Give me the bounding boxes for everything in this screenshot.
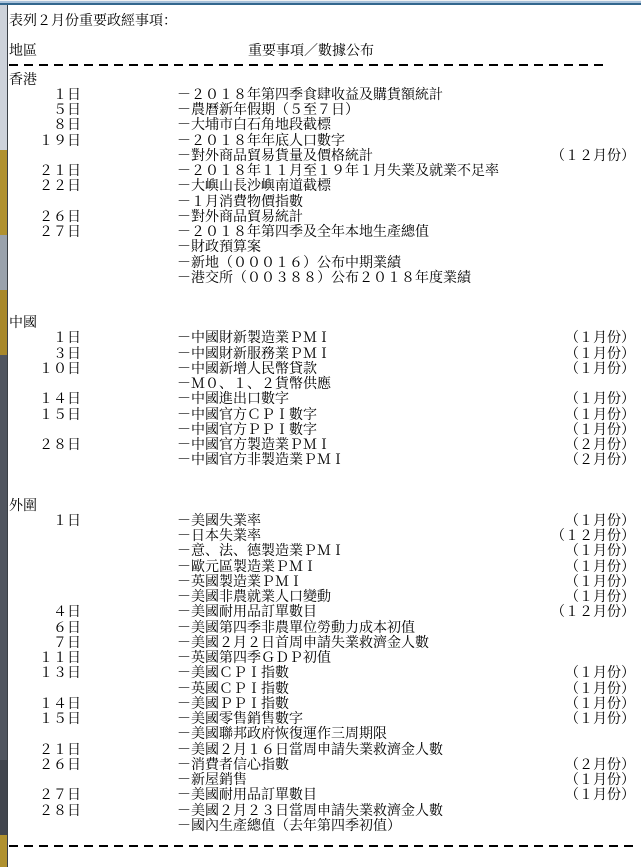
event-row xyxy=(9,256,635,271)
event-text: －１月消費物價指數 xyxy=(177,194,303,210)
section-rows xyxy=(9,331,635,468)
section-name: 中國 xyxy=(9,316,37,331)
event-row xyxy=(9,179,635,194)
event-date xyxy=(9,149,81,164)
event-date xyxy=(9,590,81,605)
event-text: －日本失業率 xyxy=(177,529,261,544)
event-text: －英國ＣＰＩ指數 xyxy=(177,681,289,697)
event-date: ２１日 xyxy=(39,164,81,179)
event-date: １４日 xyxy=(39,696,81,712)
event-row xyxy=(9,575,635,590)
event-period-tag: （２月份） xyxy=(565,757,635,773)
event-period-tag: （１月份） xyxy=(565,788,635,804)
page-title: 表列２月份重要政經事項： xyxy=(9,14,177,29)
event-period-tag: （２月份） xyxy=(565,438,635,453)
column-header-events: 重要事項／數據公布 xyxy=(248,44,374,60)
event-text: －中國官方製造業ＰＭＩ xyxy=(177,438,331,453)
event-text: －對外商品貿易貨量及價格統計 xyxy=(177,148,373,164)
event-date: ８日 xyxy=(53,118,81,134)
event-date: ２１日 xyxy=(39,742,81,758)
event-text: －中國官方ＣＰＩ數字 xyxy=(177,407,317,423)
event-date xyxy=(9,727,81,742)
event-date: １３日 xyxy=(39,666,81,682)
event-text: －中國官方ＰＰＩ數字 xyxy=(177,422,317,438)
event-period-tag: （１月份） xyxy=(565,696,635,712)
event-date xyxy=(9,682,81,697)
event-text: －英國製造業ＰＭＩ xyxy=(177,574,303,590)
event-row xyxy=(9,377,635,392)
event-row xyxy=(9,605,635,620)
event-text: －美國ＰＰＩ指數 xyxy=(177,696,289,712)
event-text: －美國非農就業人口變動 xyxy=(177,590,331,605)
event-text: －新地（０００１６）公布中期業績 xyxy=(177,255,401,271)
event-period-tag: （１月份） xyxy=(565,331,635,347)
event-period-tag: （１月份） xyxy=(565,773,635,788)
event-date xyxy=(9,271,81,286)
event-row xyxy=(9,743,635,758)
event-date xyxy=(9,529,81,544)
event-row xyxy=(9,621,635,636)
column-header-region: 地區 xyxy=(9,44,37,60)
event-row xyxy=(9,544,635,559)
region-section xyxy=(9,73,635,287)
event-text: －農曆新年假期（５至７日） xyxy=(177,103,359,118)
event-row xyxy=(9,529,635,544)
event-period-tag: （１２月份） xyxy=(551,605,635,621)
event-date: ２６日 xyxy=(39,757,81,773)
event-text: －美國耐用品訂單數目 xyxy=(177,788,317,804)
event-period-tag: （１２月份） xyxy=(551,529,635,544)
event-text: －消費者信心指數 xyxy=(177,757,289,773)
event-row xyxy=(9,651,635,666)
event-text: －中國進出口數字 xyxy=(177,392,289,408)
event-date: １５日 xyxy=(39,712,81,727)
event-row xyxy=(9,666,635,681)
event-date xyxy=(9,560,81,575)
event-date: ７日 xyxy=(53,635,81,651)
event-text: －英國第四季ＧＤＰ初值 xyxy=(177,651,331,666)
event-row xyxy=(9,118,635,133)
event-period-tag: （１月份） xyxy=(565,574,635,590)
event-row xyxy=(9,103,635,118)
section-rows xyxy=(9,514,635,834)
event-text: －中國官方非製造業ＰＭＩ xyxy=(177,453,345,469)
section-rows xyxy=(9,88,635,286)
event-date xyxy=(9,453,81,468)
section-name: 香港 xyxy=(9,72,37,88)
event-date xyxy=(9,575,81,590)
event-text: －港交所（００３８８）公布２０１８年度業績 xyxy=(177,270,471,286)
event-text: －中國財新製造業ＰＭＩ xyxy=(177,331,331,347)
event-period-tag: （１月份） xyxy=(565,513,635,529)
event-text: －對外商品貿易統計 xyxy=(177,209,303,225)
event-date: １日 xyxy=(53,87,81,103)
event-row xyxy=(9,149,635,164)
event-row xyxy=(9,727,635,742)
event-text: －美國２月１６日當周申請失業救濟金人數 xyxy=(177,742,443,758)
event-period-tag: （１月份） xyxy=(565,346,635,362)
event-text: －歐元區製造業ＰＭＩ xyxy=(177,559,317,575)
event-text: －２０１８年第四季食肆收益及購貨額統計 xyxy=(177,87,443,103)
event-text: －財政預算案 xyxy=(177,240,261,256)
event-row xyxy=(9,408,635,423)
event-date xyxy=(9,773,81,788)
event-period-tag: （１月份） xyxy=(565,422,635,438)
section-name: 外圍 xyxy=(9,498,37,514)
event-text: －美國第四季非農單位勞動力成本初值 xyxy=(177,620,415,636)
event-date xyxy=(9,195,81,210)
event-date: ２８日 xyxy=(39,803,81,819)
event-date: １１日 xyxy=(39,651,81,666)
event-row xyxy=(9,362,635,377)
event-text: －美國ＣＰＩ指數 xyxy=(177,666,289,682)
event-period-tag: （１２月份） xyxy=(551,148,635,164)
event-row xyxy=(9,225,635,240)
event-date: ３日 xyxy=(53,346,81,362)
event-date: １０日 xyxy=(39,361,81,377)
event-row xyxy=(9,788,635,803)
event-text: －２０１８年年底人口數字 xyxy=(177,133,345,149)
event-text: －美國２月２３日當周申請失業救濟金人數 xyxy=(177,803,443,819)
event-date: ２７日 xyxy=(39,788,81,804)
event-row xyxy=(9,331,635,346)
event-row xyxy=(9,423,635,438)
event-row xyxy=(9,590,635,605)
event-date: ２６日 xyxy=(39,209,81,225)
header-dash-line xyxy=(9,64,606,66)
event-date xyxy=(9,256,81,271)
footer-divider xyxy=(9,841,635,854)
event-period-tag: （１月份） xyxy=(565,681,635,697)
event-text: －意、法、德製造業ＰＭＩ xyxy=(177,544,345,560)
event-text: －２０１８年１１月至１９年１月失業及就業不足率 xyxy=(177,164,499,179)
event-text: －美國聯邦政府恢復運作三周期限 xyxy=(177,727,387,743)
footer-dash-line xyxy=(9,845,634,847)
event-date xyxy=(9,240,81,255)
sections-container xyxy=(9,73,635,835)
event-text: －美國失業率 xyxy=(177,513,261,529)
region-section xyxy=(9,316,635,469)
region-section xyxy=(9,499,635,835)
event-text: －美國耐用品訂單數目 xyxy=(177,605,317,621)
event-period-tag: （１月份） xyxy=(565,666,635,682)
event-period-tag: （１月份） xyxy=(565,712,635,727)
event-text: －Ｍ０、１、２貨幣供應 xyxy=(177,377,331,392)
event-text: －新屋銷售 xyxy=(177,773,247,788)
event-text: －美國零售銷售數字 xyxy=(177,712,303,727)
event-date: １９日 xyxy=(39,133,81,149)
event-row xyxy=(9,514,635,529)
event-date: １４日 xyxy=(39,392,81,408)
event-date xyxy=(9,819,81,834)
event-text: －美國２月２日首周申請失業救濟金人數 xyxy=(177,635,429,651)
event-date xyxy=(9,544,81,559)
event-date xyxy=(9,377,81,392)
header-divider xyxy=(9,60,635,73)
event-date: ４日 xyxy=(53,605,81,621)
event-row xyxy=(9,392,635,407)
event-row xyxy=(9,347,635,362)
event-text: －大嶼山長沙嶼南道截標 xyxy=(177,179,331,195)
event-row xyxy=(9,773,635,788)
event-row xyxy=(9,682,635,697)
event-row xyxy=(9,712,635,727)
event-date: ５日 xyxy=(53,103,81,118)
event-row xyxy=(9,271,635,286)
event-row xyxy=(9,697,635,712)
event-date: １５日 xyxy=(39,407,81,423)
event-period-tag: （１月份） xyxy=(565,544,635,560)
event-text: －中國新增人民幣貸款 xyxy=(177,361,317,377)
event-text: －２０１８年第四季及全年本地生產總值 xyxy=(177,225,429,240)
event-period-tag: （１月份） xyxy=(565,559,635,575)
event-row xyxy=(9,210,635,225)
event-date: １日 xyxy=(53,513,81,529)
event-row xyxy=(9,195,635,210)
event-text: －大埔市白石角地段截標 xyxy=(177,118,331,134)
event-date: ２７日 xyxy=(39,225,81,240)
event-date: １日 xyxy=(53,331,81,347)
event-date: ６日 xyxy=(53,620,81,636)
event-text: －國內生產總值（去年第四季初值） xyxy=(177,818,401,834)
event-date xyxy=(9,423,81,438)
event-text: －中國財新服務業ＰＭＩ xyxy=(177,346,331,362)
event-period-tag: （１月份） xyxy=(565,361,635,377)
event-period-tag: （２月份） xyxy=(565,453,635,469)
background-window-sliver xyxy=(0,5,8,867)
table-header xyxy=(9,44,635,59)
content-area xyxy=(9,5,641,854)
event-row xyxy=(9,758,635,773)
event-period-tag: （１月份） xyxy=(565,590,635,605)
event-date: ２８日 xyxy=(39,438,81,453)
event-row xyxy=(9,560,635,575)
event-period-tag: （１月份） xyxy=(565,407,635,423)
event-row xyxy=(9,88,635,103)
event-row xyxy=(9,134,635,149)
event-row xyxy=(9,164,635,179)
event-row xyxy=(9,453,635,468)
event-date: ２２日 xyxy=(39,179,81,195)
event-row xyxy=(9,636,635,651)
event-row xyxy=(9,240,635,255)
event-row xyxy=(9,819,635,834)
event-period-tag: （１月份） xyxy=(565,392,635,408)
event-row xyxy=(9,438,635,453)
event-row xyxy=(9,804,635,819)
